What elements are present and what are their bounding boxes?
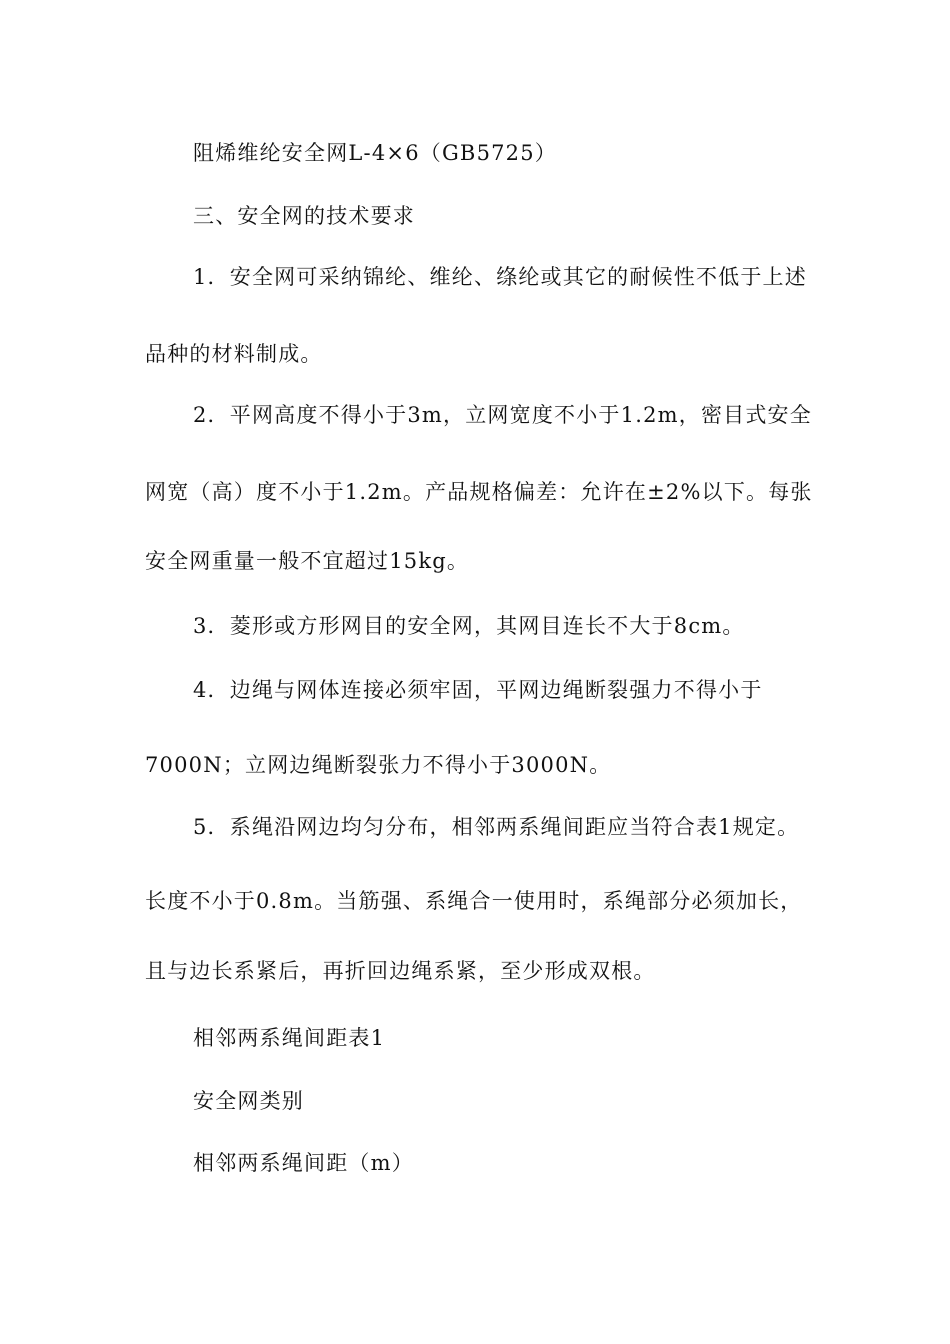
item-4-line-2: 7000N；立网边绳断裂张力不得小于3000N。 [145, 753, 612, 777]
item-5-line-3: 且与边长系紧后，再折回边绳系紧，至少形成双根。 [145, 959, 656, 983]
item-1-line-2: 品种的材料制成。 [145, 342, 323, 366]
item-3-line: 3．菱形或方形网目的安全网，其网目连长不大于8cm。 [193, 614, 745, 638]
net-spec-line: 阻烯维纶安全网L-4×6（GB5725） [193, 141, 558, 165]
item-4-line-1: 4．边绳与网体连接必须牢固，平网边绳断裂强力不得小于 [193, 678, 763, 702]
item-2-line-3: 安全网重量一般不宜超过15kg。 [145, 549, 470, 573]
item-5-line-1: 5．系绳沿网边均匀分布，相邻两系绳间距应当符合表1规定。 [193, 815, 800, 839]
item-2-line-2: 网宽（高）度不小于1.2m。产品规格偏差：允许在±2%以下。每张 [145, 480, 813, 504]
item-1-line-1: 1．安全网可采纳锦纶、维纶、绦纶或其它的耐候性不低于上述 [193, 265, 807, 289]
item-5-line-2: 长度不小于0.8m。当筋强、系绳合一使用时，系绳部分必须加长， [145, 889, 803, 913]
table-header-spacing: 相邻两系绳间距（m） [193, 1151, 414, 1175]
table-header-category: 安全网类别 [193, 1089, 304, 1113]
table-caption: 相邻两系绳间距表1 [193, 1026, 386, 1050]
item-2-line-1: 2．平网高度不得小于3m，立网宽度不小于1.2m，密目式安全 [193, 403, 812, 427]
section-heading: 三、安全网的技术要求 [193, 204, 415, 228]
